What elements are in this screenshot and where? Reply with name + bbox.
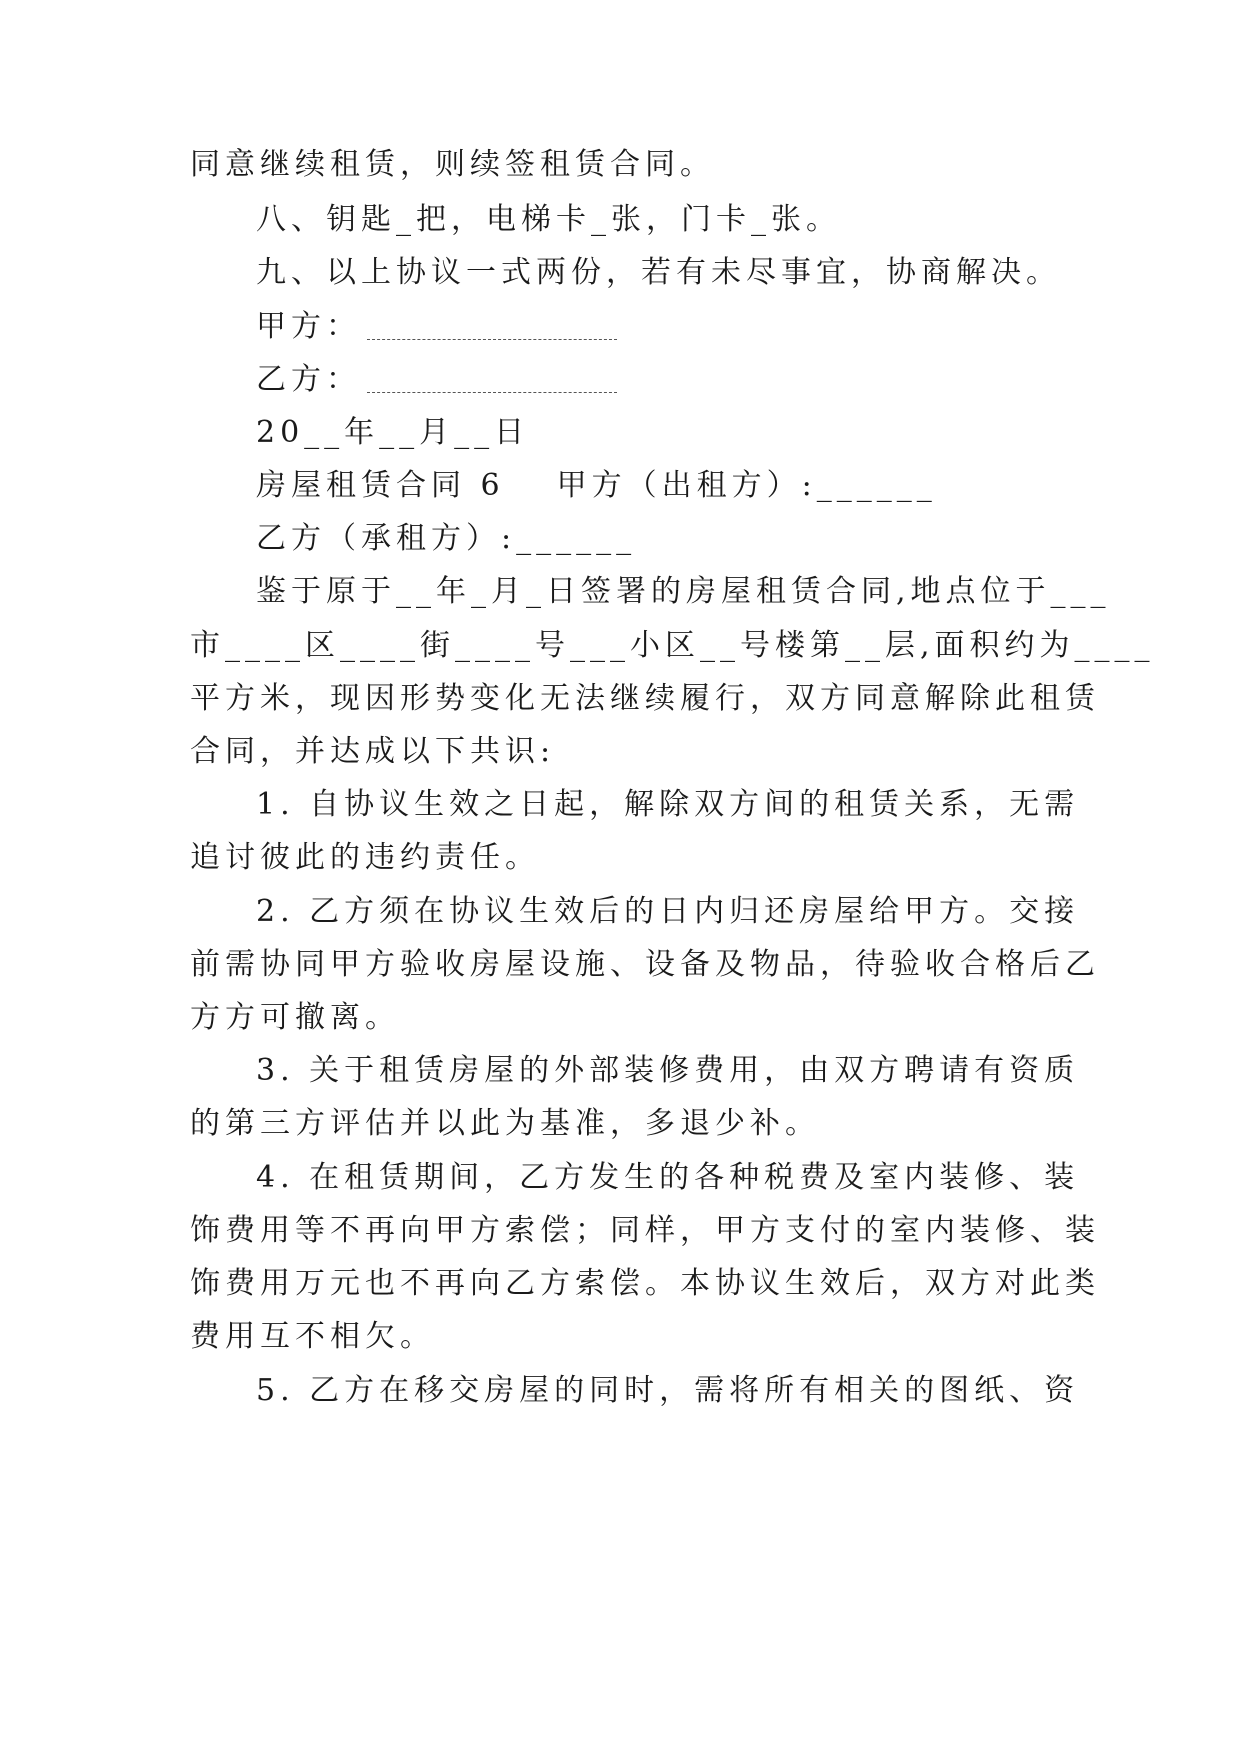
clause-3: 3. 关于租赁房屋的外部装修费用，由双方聘请有资质 (256, 1053, 1080, 1088)
text-line: 饰费用等不再向甲方索偿；同样，甲方支付的室内装修、装 (190, 1213, 1100, 1248)
text-line: 前需协同甲方验收房屋设施、设备及物品，待验收合格后乙 (190, 947, 1100, 982)
party-a-label: 甲方： (256, 309, 361, 344)
contract-title: 房屋租赁合同 6 (256, 468, 505, 503)
party-b-label: 乙方： (256, 362, 361, 397)
party-b-signature (256, 360, 1116, 400)
text-line: 费用互不相欠。 (190, 1319, 435, 1354)
text-line: 追讨彼此的违约责任。 (190, 840, 540, 875)
clause-1: 1. 自协议生效之日起，解除双方间的租赁关系，无需 (256, 787, 1080, 822)
text-line: 市____区____街____号___小区__号楼第__层,面积约为____ (190, 628, 1155, 663)
clause-nine: 九、以上协议一式两份，若有未尽事宜，协商解决。 (256, 255, 1061, 290)
party-a-signature-blank (367, 313, 617, 340)
clause-eight: 八、钥匙_把，电梯卡_张，门卡_张。 (256, 202, 841, 237)
text-line: 鉴于原于__年_月_日签署的房屋租赁合同,地点位于___ (256, 574, 1111, 609)
clause-4: 4. 在租赁期间，乙方发生的各种税费及室内装修、装 (256, 1160, 1080, 1195)
lessee-field: 乙方（承租方）:______ (256, 521, 637, 556)
text-line: 合同，并达成以下共识: (190, 734, 556, 769)
party-b-signature-blank (367, 366, 617, 393)
text-line: 平方米，现因形势变化无法继续履行，双方同意解除此租赁 (190, 681, 1100, 716)
clause-2: 2. 乙方须在协议生效后的日内归还房屋给甲方。交接 (256, 894, 1080, 929)
contract-heading-line (256, 466, 1116, 506)
clause-5: 5. 乙方在移交房屋的同时，需将所有相关的图纸、资 (256, 1373, 1080, 1408)
party-a-signature (256, 307, 1116, 347)
text-line: 的第三方评估并以此为基准，多退少补。 (190, 1106, 820, 1141)
text-line: 同意继续租赁，则续签租赁合同。 (190, 147, 715, 182)
signing-date: 20__年__月__日 (256, 415, 530, 450)
text-line: 饰费用万元也不再向乙方索偿。本协议生效后，双方对此类 (190, 1266, 1100, 1301)
lessor-field: 甲方（出租方）:______ (556, 468, 937, 503)
text-line: 方方可撤离。 (190, 1000, 400, 1035)
